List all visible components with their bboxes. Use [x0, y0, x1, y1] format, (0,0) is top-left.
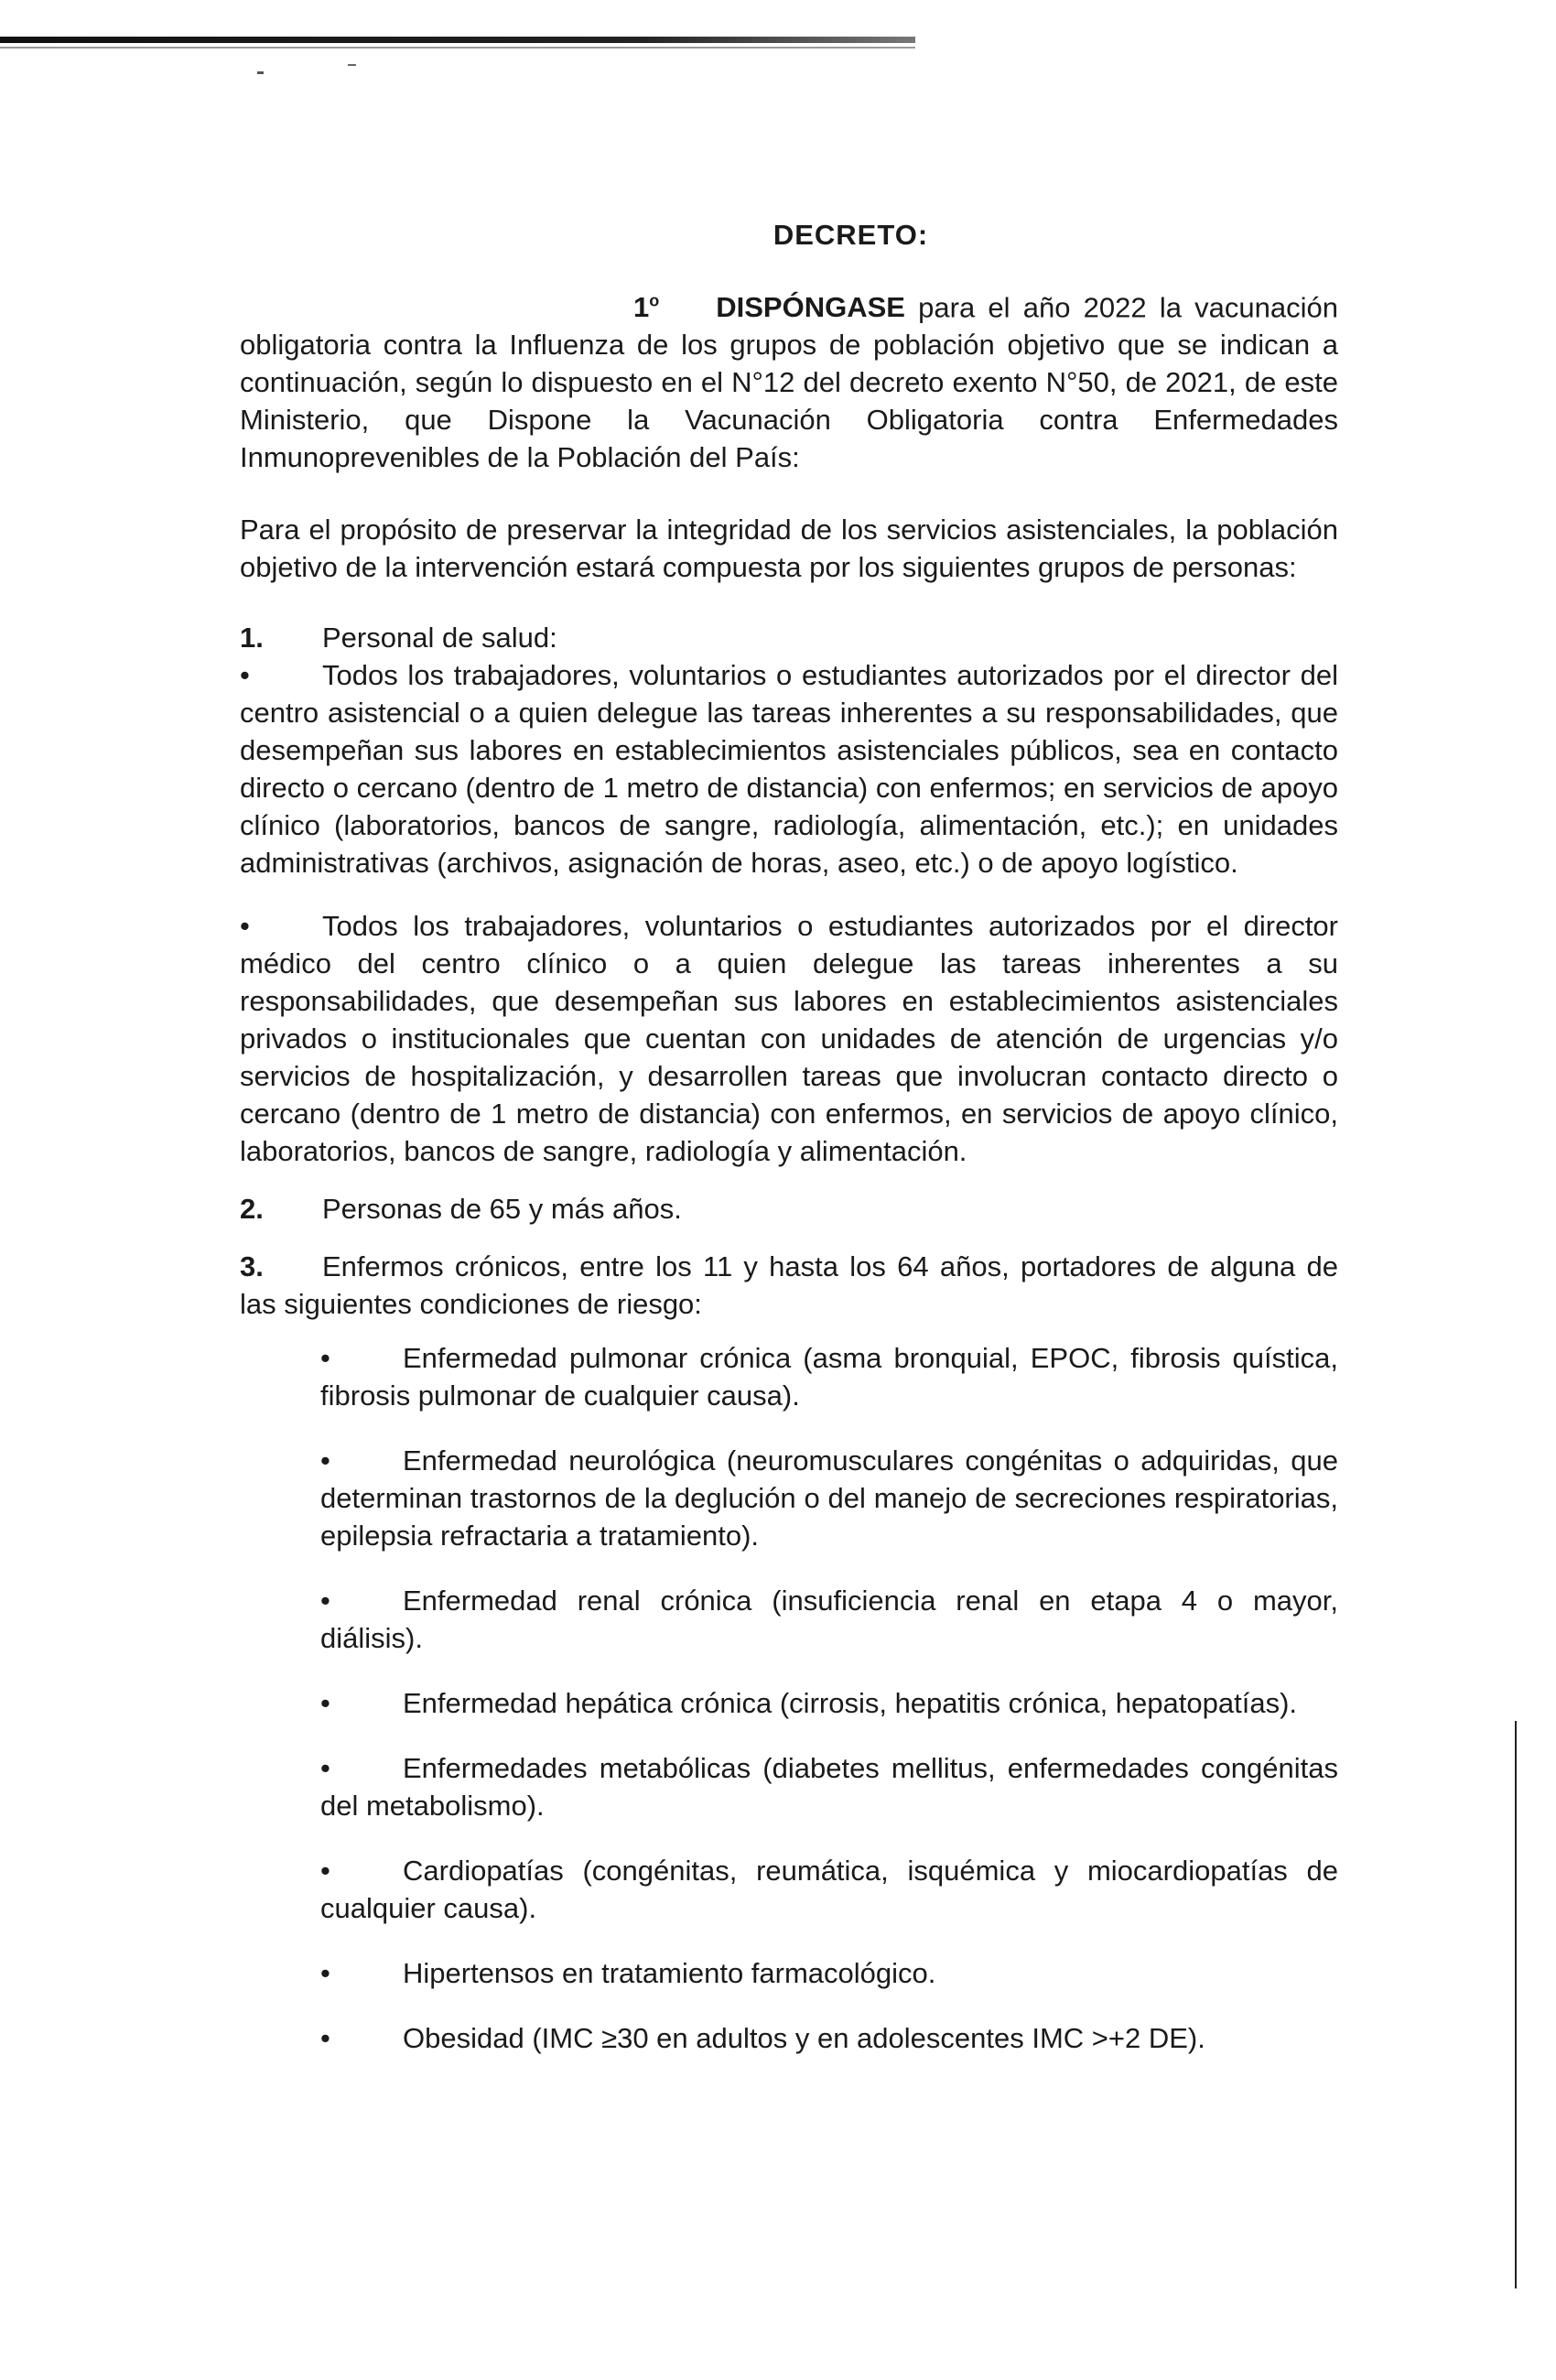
intro-paragraph: Para el propósito de preservar la integridad de los servicios asistenciales, la población objetivo de la intervención estará compuesta por los siguientes grupos de personas: — [240, 514, 1338, 584]
list-item — [240, 1190, 1338, 1228]
condition-text: Obesidad (IMC ≥30 en adultos y en adolescentes IMC >+2 DE). — [403, 2022, 1205, 2055]
document-title: DECRETO: — [773, 219, 929, 251]
bullet-icon: • — [320, 1855, 330, 1888]
condition-item — [320, 1749, 1338, 1824]
condition-text: Cardiopatías (congénitas, reumática, isquémica y miocardiopatías de cualquier causa). — [320, 1855, 1338, 1925]
item-number: 3. — [240, 1250, 264, 1283]
condition-text: Enfermedad hepática crónica (cirrosis, hepatitis crónica, hepatopatías). — [403, 1687, 1297, 1720]
conditions-list — [320, 1339, 1338, 2057]
scan-edge-line — [0, 37, 915, 43]
bullet-icon: • — [320, 1585, 330, 1617]
document-page — [240, 216, 1338, 2084]
item-heading — [240, 619, 1338, 656]
bullet-icon: • — [320, 1444, 330, 1477]
condition-text: Enfermedad pulmonar crónica (asma bronquial, EPOC, fibrosis quística, fibrosis pulmonar de cualquier causa). — [320, 1342, 1338, 1412]
article-text: para el año 2022 la vacunación obligatoria contra la Influenza de los grupos de población objetivo que se indican a continuación, según lo dispuesto en el N°12 del decreto exento N°50, de 2021, de este Ministerio, que Dispone la Vacunación Obligatoria contra Enfermedades Inmunoprevenibles de la Población del País: — [240, 291, 1338, 474]
condition-item — [320, 1339, 1338, 1414]
item-number: 2. — [240, 1193, 264, 1226]
condition-text: Enfermedad renal crónica (insuficiencia renal en etapa 4 o mayor, diálisis). — [320, 1585, 1338, 1655]
condition-item — [320, 1684, 1338, 1722]
item-label: Enfermos crónicos, entre los 11 y hasta los 64 años, portadores de alguna de las siguientes condiciones de riesgo: — [240, 1250, 1338, 1321]
article-number: 1$^o$ — [633, 291, 660, 324]
item-label: Personal de salud: — [322, 622, 557, 654]
condition-item — [320, 2019, 1338, 2057]
item-number: 1. — [240, 622, 264, 654]
bullet-icon: • — [240, 659, 250, 692]
scan-speck — [348, 64, 356, 66]
list-item — [240, 619, 1338, 1170]
article-1 — [240, 283, 1338, 476]
bullet-icon: • — [320, 1342, 330, 1375]
bullet-icon: • — [320, 1957, 330, 1990]
scan-margin-line — [1515, 1721, 1517, 2288]
bullet-icon: • — [240, 910, 250, 943]
item-heading — [240, 1248, 1338, 1323]
item-label: Personas de 65 y más años. — [322, 1193, 682, 1226]
bullet-text: Todos los trabajadores, voluntarios o estudiantes autorizados por el director médico del centro clínico o a quien delegue las tareas inherentes a su responsabilidades, que desempeñan sus labores en establecimientos asistenciales privados o institucionales que cuentan con unidades de atención de urgencias y/o servicios de hospitalización, y desarrollen tareas que involucran contacto directo o cercano (dentro de 1 metro de distancia) con enfermos, en servicios de apoyo clínico, laboratorios, bancos de sangre, radiología y alimentación. — [240, 910, 1338, 1168]
condition-text: Enfermedad neurológica (neuromusculares congénitas o adquiridas, que determinan trastornos de la deglución o del manejo de secreciones respiratorias, epilepsia refractaria a tratamiento). — [320, 1444, 1338, 1552]
scan-speck — [257, 71, 264, 74]
bullet-text: Todos los trabajadores, voluntarios o estudiantes autorizados por el director del centro asistencial o a quien delegue las tareas inherentes a su responsabilidades, que desempeñan sus labores en establecimientos asistenciales públicos, sea en contacto directo o cercano (dentro de 1 metro de distancia) con enfermos; en servicios de apoyo clínico (laboratorios, bancos de sangre, radiología, alimentación, etc.); en unidades administrativas (archivos, asignación de horas, aseo, etc.) o de apoyo logístico. — [240, 659, 1338, 880]
bullet-icon: • — [320, 1752, 330, 1785]
condition-item — [320, 1954, 1338, 1992]
bullet-icon: • — [320, 2022, 330, 2055]
condition-text: Enfermedades metabólicas (diabetes mellitus, enfermedades congénitas del metabolismo). — [320, 1752, 1338, 1823]
bullet-paragraph — [240, 907, 1338, 1170]
condition-text: Hipertensos en tratamiento farmacológico. — [403, 1957, 936, 1990]
item-heading — [240, 1190, 1338, 1228]
article-keyword: DISPÓNGASE — [716, 291, 905, 324]
condition-item — [320, 1442, 1338, 1554]
list-item — [240, 1248, 1338, 2057]
scan-edge-line-thin — [0, 47, 915, 49]
bullet-paragraph — [240, 656, 1338, 882]
condition-item — [320, 1852, 1338, 1927]
bullet-icon: • — [320, 1687, 330, 1720]
condition-item — [320, 1582, 1338, 1657]
